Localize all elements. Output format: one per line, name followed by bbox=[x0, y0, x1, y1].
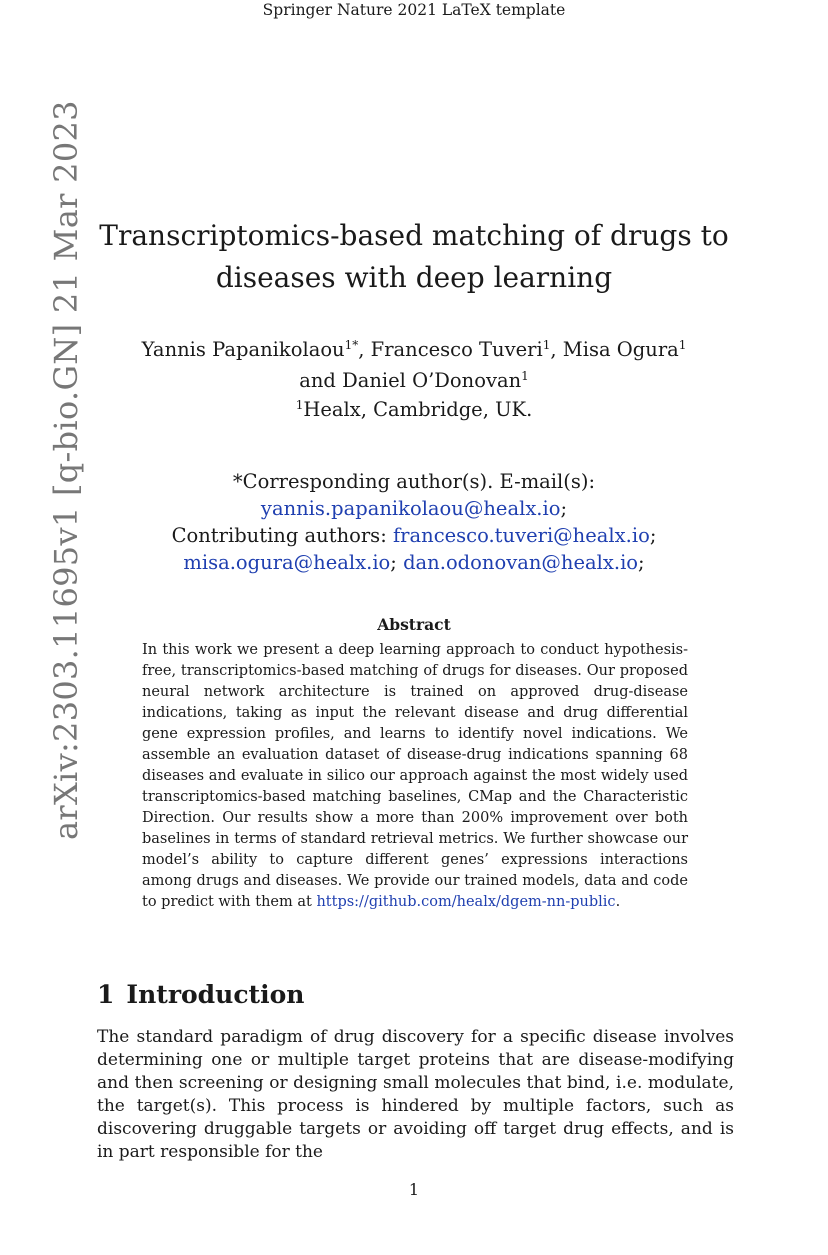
code-repository-link[interactable]: https://github.com/healx/dgem-nn-public bbox=[316, 894, 616, 910]
running-header bbox=[0, 1, 828, 19]
author-affiliation-mark: 1* bbox=[344, 338, 359, 352]
email-link[interactable]: misa.ogura@healx.io bbox=[183, 551, 391, 574]
contact-block: *Corresponding author(s). E-mail(s): yannis.papanikolaou@healx.io; Contributing authors: francesco.tuveri@healx.io; misa.ogura@healx.io; dan.odonovan@healx.io; bbox=[100, 468, 728, 576]
section-title: Introduction bbox=[126, 980, 305, 1009]
arxiv-sidebar bbox=[47, 100, 85, 840]
corresponding-label: *Corresponding author(s). E-mail(s): bbox=[232, 470, 596, 493]
section-number: 1 bbox=[97, 980, 115, 1009]
page-number: 1 bbox=[408, 1180, 420, 1199]
author-conjunction: and bbox=[299, 369, 336, 392]
abstract-body bbox=[142, 640, 688, 913]
author-name: Yannis Papanikolaou bbox=[141, 338, 345, 361]
header-text: Springer Nature 2021 LaTeX template bbox=[262, 1, 566, 19]
author-affiliation-mark: 1 bbox=[521, 369, 529, 383]
author-affiliation-mark: 1 bbox=[542, 338, 551, 352]
author-name: Francesco Tuveri bbox=[370, 338, 543, 361]
affiliation-text: Healx, Cambridge, UK. bbox=[303, 398, 533, 421]
abstract-end: . bbox=[615, 894, 621, 910]
author-name: Misa Ogura bbox=[562, 338, 679, 361]
title-line-1: Transcriptomics-based matching of drugs to bbox=[99, 219, 729, 252]
abstract-text: In this work we present a deep learning approach to conduct hypothesis-free, transcriptomics-based matching of drugs for diseases. Our proposed neural network architecture is trained on approved drug-disease indications, taking as input the relevant disease and drug differential gene expression profiles, and learns to identify novel indications. We assemble an evaluation dataset of disease-drug indications spanning 68 diseases and evaluate in silico our approach against the most widely used transcriptomics-based matching baselines, CMap and the Characteristic Direction. Our results show a more than 200% improvement over both baselines in terms of standard retrieval metrics. We further showcase our model’s ability to capture different genes’ expressions interactions among drugs and diseases. We provide our trained models, data and code to predict with them at bbox=[142, 642, 688, 910]
abstract-heading: Abstract bbox=[377, 615, 451, 634]
contributing-label: Contributing authors: bbox=[171, 524, 387, 547]
affiliation bbox=[0, 398, 828, 421]
paper-title bbox=[90, 215, 738, 299]
author-list: Yannis Papanikolaou$^{1*}$, Francesco Tuveri$^1$, Misa Ogura$^1$ and Daniel O’Donovan$^1$ bbox=[141, 338, 687, 392]
author-affiliation-mark: 1 bbox=[678, 338, 687, 352]
section-heading bbox=[97, 980, 304, 1009]
corresponding-email-link[interactable]: yannis.papanikolaou@healx.io bbox=[260, 497, 561, 520]
affiliation-mark: 1 bbox=[295, 398, 304, 412]
email-link[interactable]: francesco.tuveri@healx.io bbox=[392, 524, 650, 547]
title-line-2: diseases with deep learning bbox=[215, 261, 613, 294]
arxiv-identifier: arXiv:2303.11695v1 [q-bio.GN] 21 Mar 2023 bbox=[47, 100, 85, 840]
email-link[interactable]: dan.odonovan@healx.io bbox=[403, 551, 639, 574]
introduction-paragraph: The standard paradigm of drug discovery for a specific disease involves determining one or multiple target proteins that are disease-modifying and then screening or designing small molecules that bind, i.e. modulate, the target(s). This process is hindered by multiple factors, such as discovering druggable targets or avoiding off target drug effects, and is in part responsible for the bbox=[97, 1027, 734, 1162]
author-name: Daniel O’Donovan bbox=[342, 369, 522, 392]
